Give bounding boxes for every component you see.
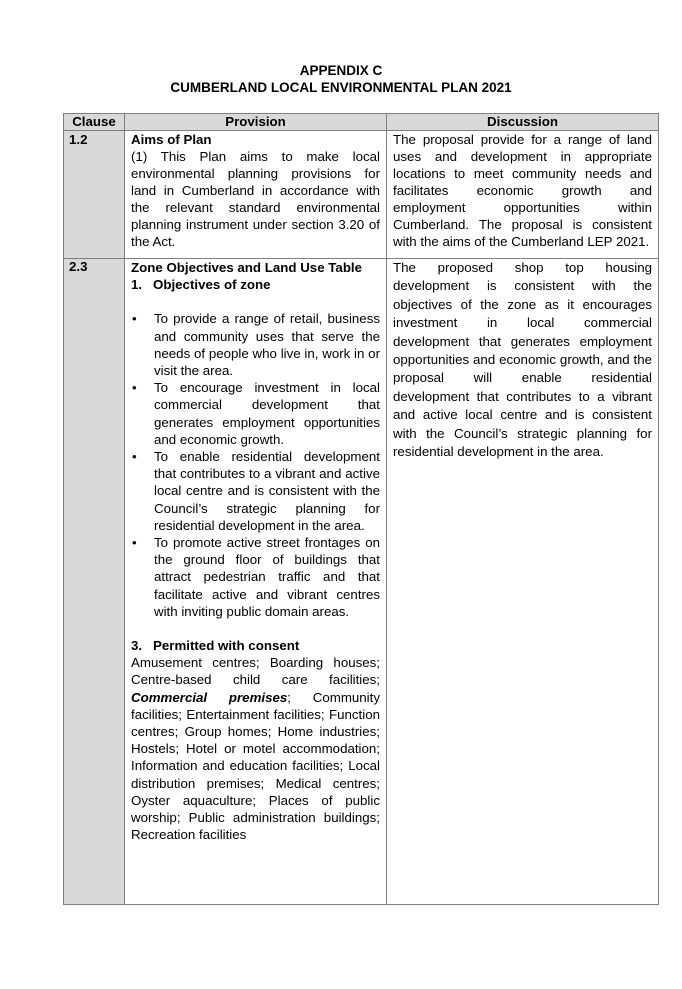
bullet-icon: •: [132, 311, 137, 327]
permitted-number: 3.: [131, 638, 143, 654]
clause-number: 2.3: [64, 259, 125, 905]
discussion-cell: The proposal provide for a range of land uses and development in appropriate locations to meet community needs and facilitates economic growth and employment opportunities within Cumberland. The proposal is consistent with the aims of the Cumberland LEP 2021.: [387, 131, 659, 259]
provision-text: (1) This Plan aims to make local environmental planning provisions for land in Cumberland in accordance with the relevant standard environmental planning instrument under section 3.20 of the Act.: [131, 149, 380, 249]
appendix-title: APPENDIX C: [299, 63, 383, 78]
permitted-uses-before: Amusement centres; Boarding houses; Centre-based child care facilities;: [131, 655, 380, 688]
objective-text: To promote active street frontages on the ground floor of buildings that attract pedestrian traffic and that facilitate active and vibrant centres with inviting public domain areas.: [154, 535, 380, 619]
objective-text: To enable residential development that contributes to a vibrant and active local centre and is consistent with the Council’s strategic planning for residential development in the area.: [154, 449, 380, 533]
objectives-heading-text: Objectives of zone: [153, 277, 271, 293]
permitted-uses-emphasis: Commercial premises: [131, 689, 288, 705]
objectives-heading: [131, 276, 380, 293]
table-row: [64, 259, 659, 905]
discussion-cell: The proposed shop top housing development is consistent with the objectives of the zone as it encourages investment in local commercial development that generates employment opportunities and economic growth, and the proposal will enable residential development that contributes to a vibrant and active local centre and is consistent with the Council’s strategic planning for residential development in the area.: [387, 259, 659, 905]
provision-heading: Zone Objectives and Land Use Table: [131, 260, 363, 275]
plan-title: CUMBERLAND LOCAL ENVIRONMENTAL PLAN 2021: [170, 80, 512, 95]
discussion-header: Discussion: [387, 114, 659, 131]
provision-cell: [125, 131, 387, 259]
objective-text: To provide a range of retail, business and community uses that serve the needs of people who live in, work in or visit the area.: [154, 311, 380, 379]
list-item: [131, 379, 380, 448]
provisions-table: [63, 113, 659, 905]
bullet-icon: •: [132, 535, 137, 551]
bullet-icon: •: [132, 380, 137, 396]
list-item: [131, 534, 380, 620]
provision-cell: [125, 259, 387, 905]
permitted-heading-text: Permitted with consent: [153, 638, 300, 654]
list-item: [131, 448, 380, 534]
provision-header: Provision: [125, 114, 387, 131]
table-row: [64, 131, 659, 259]
permitted-uses-after: ; Community facilities; Entertainment facilities; Function centres; Group homes; Home industries; Hostels; Hotel or motel accommodation; Information and education facilities; Local distribution premises; Medical centres; Oyster aquaculture; Places of public worship; Public administration buildings; Recreation facilities: [131, 689, 380, 843]
permitted-uses: [131, 654, 380, 843]
clause-header: Clause: [64, 114, 125, 131]
table-header-row: [64, 114, 659, 131]
list-item: [131, 310, 380, 379]
objectives-number: 1.: [131, 277, 143, 293]
clause-number: 1.2: [64, 131, 125, 259]
permitted-heading: [131, 637, 380, 654]
provision-heading: Aims of Plan: [131, 132, 212, 147]
bullet-icon: •: [132, 449, 137, 465]
objectives-list: [131, 310, 380, 620]
objective-text: To encourage investment in local commercial development that generates employment opportunities and economic growth.: [154, 380, 380, 447]
